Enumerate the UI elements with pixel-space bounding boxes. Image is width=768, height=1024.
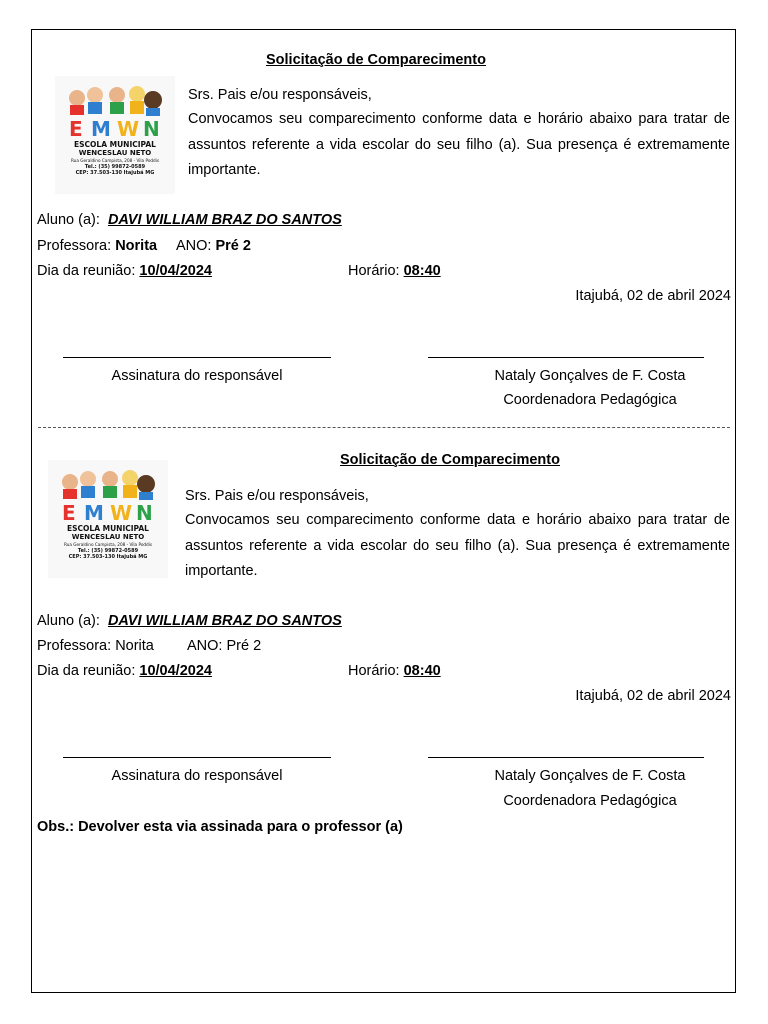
ano-row bbox=[187, 638, 261, 654]
professora-label: Professora: bbox=[37, 238, 112, 254]
logo-letter-m: M bbox=[84, 501, 104, 525]
obs-note: Obs.: Devolver esta via assinada para o professor (a) bbox=[37, 819, 403, 835]
coordinator-name: Nataly Gonçalves de F. Costa bbox=[494, 368, 686, 384]
signature-line-left bbox=[63, 357, 331, 358]
reuniao-row bbox=[37, 663, 212, 679]
place-date: Itajubá, 02 de abril 2024 bbox=[575, 688, 731, 704]
cut-line bbox=[38, 427, 730, 428]
horario-value: 08:40 bbox=[403, 663, 441, 679]
logo-letter-m: M bbox=[91, 117, 111, 141]
horario-value: 08:40 bbox=[403, 263, 441, 279]
place-date: Itajubá, 02 de abril 2024 bbox=[575, 288, 731, 304]
logo-line-2: WENCESLAU NETO bbox=[71, 533, 145, 541]
aluno-label: Aluno (a): bbox=[37, 212, 100, 228]
signature-label-left: Assinatura do responsável bbox=[111, 768, 283, 784]
logo-letter-w: W bbox=[117, 117, 140, 141]
body-text: Convocamos seu comparecimento conforme data e horário abaixo para tratar de assuntos referente a vida escolar do seu filho (a). Sua presença é extremamente importante. bbox=[185, 512, 730, 579]
logo-line-3: Rua Geraldino Campista, 208 - Vila Poddis bbox=[70, 158, 160, 163]
coordinator-role: Coordenadora Pedagógica bbox=[503, 392, 677, 408]
school-logo bbox=[48, 460, 168, 578]
ano-value: Pré 2 bbox=[215, 238, 251, 254]
reuniao-row bbox=[37, 263, 212, 279]
professora-row bbox=[37, 638, 154, 654]
reuniao-date: 10/04/2024 bbox=[139, 263, 212, 279]
logo-line-1: ESCOLA MUNICIPAL bbox=[67, 524, 149, 533]
logo-line-4: Tel.: (35) 99872-0589 bbox=[84, 164, 146, 170]
reuniao-label: Dia da reunião: bbox=[37, 663, 136, 679]
logo-letter-w: W bbox=[110, 501, 133, 525]
reuniao-date: 10/04/2024 bbox=[139, 663, 212, 679]
form-title: Solicitação de Comparecimento bbox=[266, 52, 486, 68]
professora-row bbox=[37, 238, 157, 254]
aluno-name: DAVI WILLIAM BRAZ DO SANTOS bbox=[107, 613, 342, 629]
signature-line-right bbox=[428, 757, 704, 758]
horario-label: Horário: bbox=[348, 663, 400, 679]
logo-letter-e: E bbox=[62, 501, 76, 525]
professora-name: Norita bbox=[115, 238, 158, 254]
logo-line-4: Tel.: (35) 99872-0589 bbox=[77, 548, 139, 554]
signature-label-left: Assinatura do responsável bbox=[111, 368, 283, 384]
ano-value: Pré 2 bbox=[226, 638, 262, 654]
ano-label: ANO: bbox=[187, 638, 223, 654]
logo-letter-n: N bbox=[143, 117, 160, 141]
coordinator-name: Nataly Gonçalves de F. Costa bbox=[494, 768, 686, 784]
logo-line-3: Rua Geraldino Campista, 208 - Vila Poddis bbox=[63, 542, 153, 547]
ano-label: ANO: bbox=[176, 238, 212, 254]
logo-line-2: WENCESLAU NETO bbox=[78, 149, 152, 157]
logo-line-5: CEP: 37.503-130 Itajubá MG bbox=[68, 554, 148, 560]
body-text: Convocamos seu comparecimento conforme data e horário abaixo para tratar de assuntos referente a vida escolar do seu filho (a). Sua presença é extremamente importante. bbox=[188, 111, 730, 178]
ano-row bbox=[176, 238, 251, 254]
aluno-name: DAVI WILLIAM BRAZ DO SANTOS bbox=[107, 212, 342, 228]
form-title: Solicitação de Comparecimento bbox=[340, 452, 560, 468]
signature-line-left bbox=[63, 757, 331, 758]
professora-name: Norita bbox=[115, 638, 154, 654]
aluno-row bbox=[37, 212, 342, 228]
signature-line-right bbox=[428, 357, 704, 358]
horario-row bbox=[348, 663, 441, 679]
aluno-row bbox=[37, 613, 342, 629]
aluno-label: Aluno (a): bbox=[37, 613, 100, 629]
coordinator-role: Coordenadora Pedagógica bbox=[503, 793, 677, 809]
logo-letter-e: E bbox=[69, 117, 83, 141]
reuniao-label: Dia da reunião: bbox=[37, 263, 136, 279]
logo-line-1: ESCOLA MUNICIPAL bbox=[74, 140, 156, 149]
professora-label: Professora: bbox=[37, 638, 112, 654]
greeting: Srs. Pais e/ou responsáveis, bbox=[188, 87, 372, 103]
greeting: Srs. Pais e/ou responsáveis, bbox=[185, 488, 369, 504]
logo-letter-n: N bbox=[136, 501, 153, 525]
horario-label: Horário: bbox=[348, 263, 400, 279]
logo-line-5: CEP: 37.503-130 Itajubá MG bbox=[75, 170, 155, 176]
school-logo bbox=[55, 76, 175, 194]
horario-row bbox=[348, 263, 441, 279]
